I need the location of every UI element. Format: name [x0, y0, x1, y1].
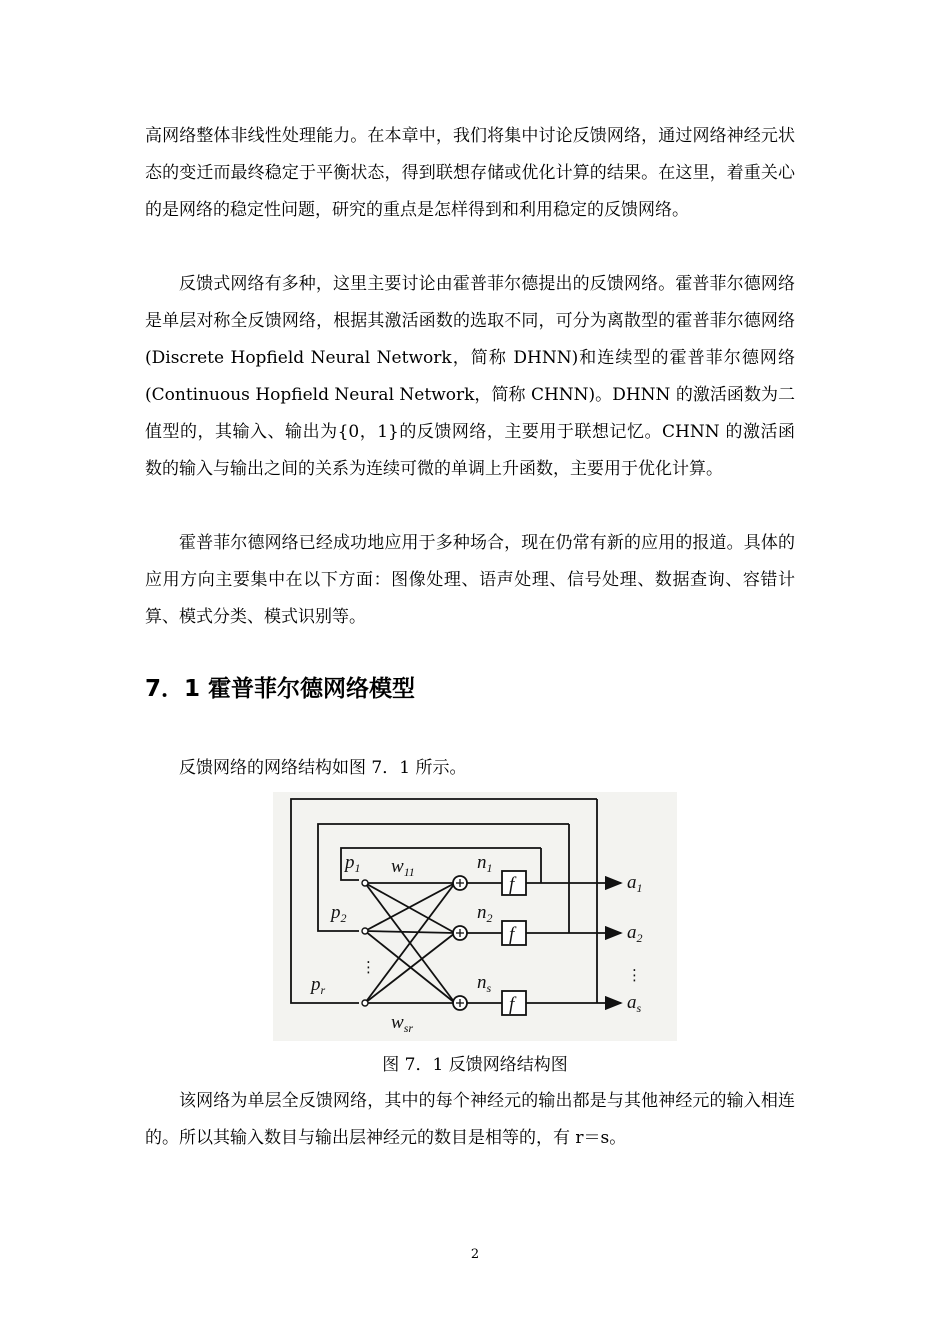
paragraph-intro: 高网络整体非线性处理能力。在本章中，我们将集中讨论反馈网络，通过网络神经元状态的变迁而最终稳定于平衡状态，得到联想存储或优化计算的结果。在这里，着重关心的是网络的稳定性问题，研究的重点是怎样得到和利用稳定的反馈网络。: [145, 126, 795, 220]
output-label-2: $a_2$: [627, 922, 643, 945]
net-input-label-s: $n_s$: [477, 972, 492, 995]
transfer-function-1: f: [509, 874, 515, 895]
input-label-r: $p_r$: [311, 974, 326, 997]
network-diagram: [273, 792, 677, 1041]
paragraph-applications: 霍普菲尔德网络已经成功地应用于多种场合，现在仍常有新的应用的报道。具体的应用方向主要集中在以下方面：图像处理、语声处理、信号处理、数据查询、容错计算、模式分类、模式识别等。: [145, 533, 795, 627]
output-label-1: $a_1$: [627, 872, 643, 895]
transfer-function-2: f: [509, 924, 515, 945]
paragraph-network-types: 反馈式网络有多种，这里主要讨论由霍普菲尔德提出的反馈网络。霍普菲尔德网络是单层对称全反馈网络，根据其激活函数的选取不同，可分为离散型的霍普菲尔德网络(Discrete Hopfield Neural Network，简称 DHNN)和连续型的霍普菲尔德网络(Continuous Hopfield Neural Network，简称 CHNN)。DHNN 的激活函数为二值型的，其输入、输出为{0，1}的反馈网络，主要用于联想记忆。CHNN 的激活函数的输入与输出之间的关系为连续可微的单调上升函数，主要用于优化计算。: [145, 274, 795, 479]
page-number: 2: [470, 1247, 480, 1262]
weight-label-sr: $w_{sr}$: [391, 1012, 414, 1035]
section-heading: 7．1 霍普菲尔德网络模型: [145, 676, 416, 702]
paragraph-network-description: 该网络为单层全反馈网络，其中的每个神经元的输出都是与其他神经元的输入相连的。所以其输入数目与输出层神经元的数目是相等的，有 r＝s。: [145, 1091, 795, 1148]
weight-label-11: $w_{11}$: [391, 856, 415, 879]
net-input-label-1: $n_1$: [477, 852, 493, 875]
input-label-2: $p_2$: [331, 902, 347, 925]
input-label-1: $p_1$: [345, 852, 361, 875]
input-ellipsis: ⋮: [361, 958, 376, 976]
net-input-label-2: $n_2$: [477, 902, 493, 925]
output-ellipsis: ⋮: [627, 966, 642, 984]
figure-intro-text: 反馈网络的网络结构如图 7．1 所示。: [179, 758, 467, 778]
feedback-network-figure: [273, 792, 677, 1041]
output-label-s: $a_s$: [627, 992, 642, 1015]
transfer-function-s: f: [509, 994, 515, 1015]
figure-caption: 图 7．1 反馈网络结构图: [382, 1055, 568, 1075]
